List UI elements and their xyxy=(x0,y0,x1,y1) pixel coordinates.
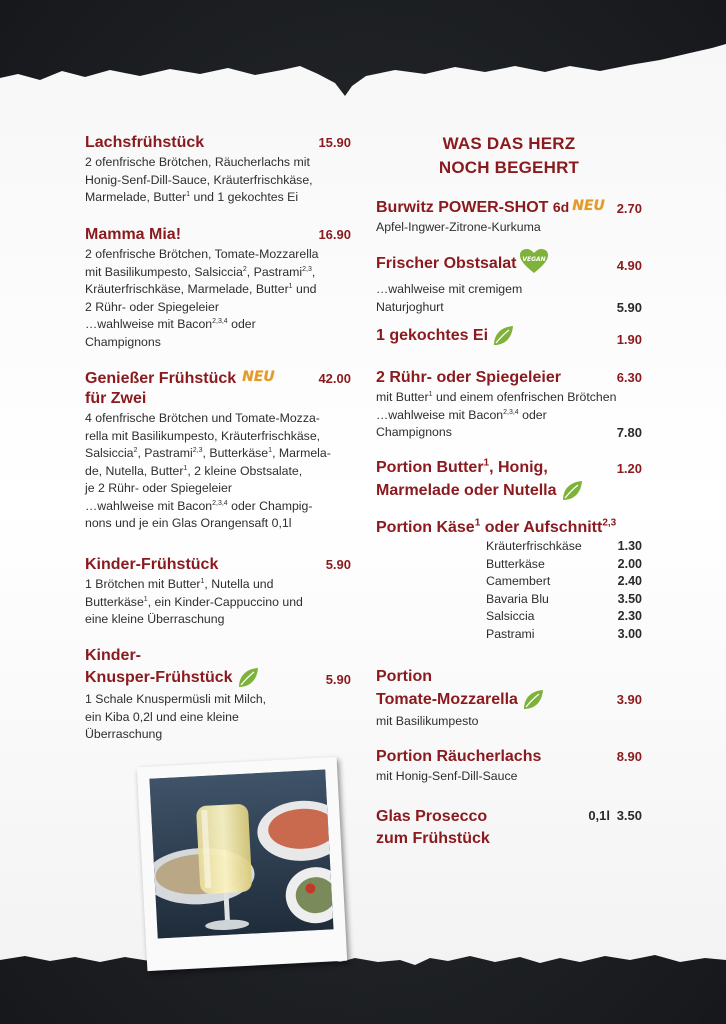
item-description: 1 Brötchen mit Butter$^1$, Nutella und Butterkäse$^1$, ein Kinder-Cappuccino und eine kleine Überraschung xyxy=(85,577,303,626)
list-item: Butterkäse 2.00 xyxy=(486,556,642,571)
vegetarian-leaf-icon xyxy=(521,688,545,712)
item-price: 1.20 xyxy=(616,461,642,476)
item-price: 16.90 xyxy=(318,227,351,242)
new-badge: NEU xyxy=(572,198,605,214)
item-title: Lachsfrühstück xyxy=(85,134,205,151)
menu-item-portion-kaese xyxy=(376,518,642,644)
menu-item-gekochtes-ei xyxy=(376,324,642,348)
item-title: 1 gekochtes Ei xyxy=(376,324,642,348)
item-price-option: 7.80 xyxy=(616,425,642,440)
prosecco-glass-illustration xyxy=(149,770,333,939)
item-price: 6.30 xyxy=(616,370,642,385)
item-description: 1 Schale Knuspermüsli mit Milch, ein Kiba 0,2l und eine kleine Überraschung xyxy=(85,692,267,741)
menu-item-kinder-knusper xyxy=(85,646,351,744)
list-item: Bavaria Blu 3.50 xyxy=(486,591,642,606)
list-item: Kräuterfrischkäse 1.30 xyxy=(486,539,642,553)
item-title: Frischer Obstsalat VEGAN xyxy=(376,254,642,280)
item-description: 2 ofenfrische Brötchen, Tomate-Mozzarella mit Basilikumpesto, Salsiccia$^2$, Pastrami$^{2,3}$, Kräuterfrischkäse, Marmelade, Butter$^1$ und 2 Rühr- oder Spiegeleier …wahlweise mit Bacon$^{2,3,4}$ oder Champignons xyxy=(85,247,319,349)
item-title: Portion Räucherlachs xyxy=(376,748,542,765)
menu-item-mamma-mia xyxy=(85,225,351,351)
item-size: 0,1l xyxy=(588,808,610,823)
list-item: Salsiccia 2.30 xyxy=(486,609,642,623)
menu-item-raeucherlachs xyxy=(376,747,642,786)
item-price: 1.90 xyxy=(616,332,642,347)
menu-item-lachsfruehstueck xyxy=(85,133,351,207)
item-price: 8.90 xyxy=(616,749,642,764)
vegetarian-leaf-icon xyxy=(491,324,515,348)
item-description: 4 ofenfrische Brötchen und Tomate-Mozza- rella mit Basilikumpesto, Kräuterfrischkäse, Salsiccia$^2$, Pastrami$^{2,3}$, Butterkäse$^1$, Marmela- de, Nutella, Butter$^1$, 2 kleine Obstsalate, je 2 Rühr- oder Spiegeleier …wahlweise mit Bacon$^{2,3,4}$ oder Champig- nons und je ein Glas Orangensaft 0,1l xyxy=(85,411,331,530)
item-price: 2.70 xyxy=(616,201,642,216)
menu-item-power-shot xyxy=(376,197,642,237)
menu-item-geniesser-fruehstueck xyxy=(85,369,351,533)
item-description: mit Honig-Senf-Dill-Sauce xyxy=(376,769,518,783)
vegetarian-leaf-icon xyxy=(236,666,260,690)
menu-item-ruehreier xyxy=(376,368,642,442)
list-item: Camembert 2.40 xyxy=(486,574,642,588)
item-description: Apfel-Ingwer-Zitrone-Kurkuma xyxy=(376,220,541,234)
item-title: 2 Rühr- oder Spiegeleier xyxy=(376,369,561,386)
menu-item-prosecco xyxy=(376,806,642,850)
kaese-options-list xyxy=(376,539,642,644)
item-title: Kinder- Knusper-Frühstück xyxy=(85,646,351,690)
vegetarian-leaf-icon xyxy=(560,479,584,503)
item-title: Genießer Frühstück NEU für Zwei xyxy=(85,369,275,407)
item-description: 2 ofenfrische Brötchen, Räucherlachs mit Honig-Senf-Dill-Sauce, Kräuterfrischkäse, Marmelade, Butter$^1$ und 1 gekochtes Ei xyxy=(85,155,313,204)
item-title: Mamma Mia! xyxy=(85,226,182,243)
heading-line-1: WAS DAS HERZ xyxy=(442,134,576,153)
menu-item-kinder-fruehstueck xyxy=(85,555,351,629)
vegan-heart-icon xyxy=(519,248,549,274)
item-title: Glas Prosecco zum Frühstück xyxy=(376,808,490,847)
item-price: 4.90 xyxy=(616,258,642,273)
item-title: Portion Käse$^1$ oder Aufschnitt$^{2,3}$ xyxy=(376,517,617,536)
menu-item-tomate-mozzarella xyxy=(376,666,642,731)
item-description: mit Butter$^1$ und einem ofenfrischen Brötchen …wahlweise mit Bacon$^{2,3,4}$ oder Champignons 7.80 xyxy=(376,390,642,440)
menu-item-portion-butter xyxy=(376,457,642,503)
section-heading xyxy=(376,132,642,180)
item-description: mit Basilikumpesto xyxy=(376,714,479,728)
item-price: 3.50 xyxy=(616,808,642,823)
item-price: 5.90 xyxy=(325,672,351,687)
item-title: Burwitz POWER-SHOT 6d NEU xyxy=(376,198,605,216)
item-price: 3.90 xyxy=(616,692,642,707)
list-item: Pastrami 3.00 xyxy=(486,626,642,641)
item-price-option: 5.90 xyxy=(616,299,642,315)
prosecco-photo xyxy=(137,757,347,971)
new-badge: NEU xyxy=(242,369,275,385)
item-description: …wahlweise mit cremigem Naturjoghurt 5.90 xyxy=(376,282,642,315)
item-title: Kinder-Frühstück xyxy=(85,556,219,573)
item-title: Portion Tomate-Mozzarella xyxy=(376,666,642,712)
menu-item-obstsalat xyxy=(376,254,642,316)
heading-line-2: NOCH BEGEHRT xyxy=(438,158,580,177)
item-price: 15.90 xyxy=(318,135,351,150)
item-price: 42.00 xyxy=(318,371,351,386)
vegan-label: VEGAN xyxy=(521,256,546,263)
photo-image xyxy=(149,770,333,939)
item-title: Portion Butter$^1$, Honig, Marmelade oder Nutella xyxy=(376,457,642,503)
item-price: 5.90 xyxy=(325,557,351,572)
